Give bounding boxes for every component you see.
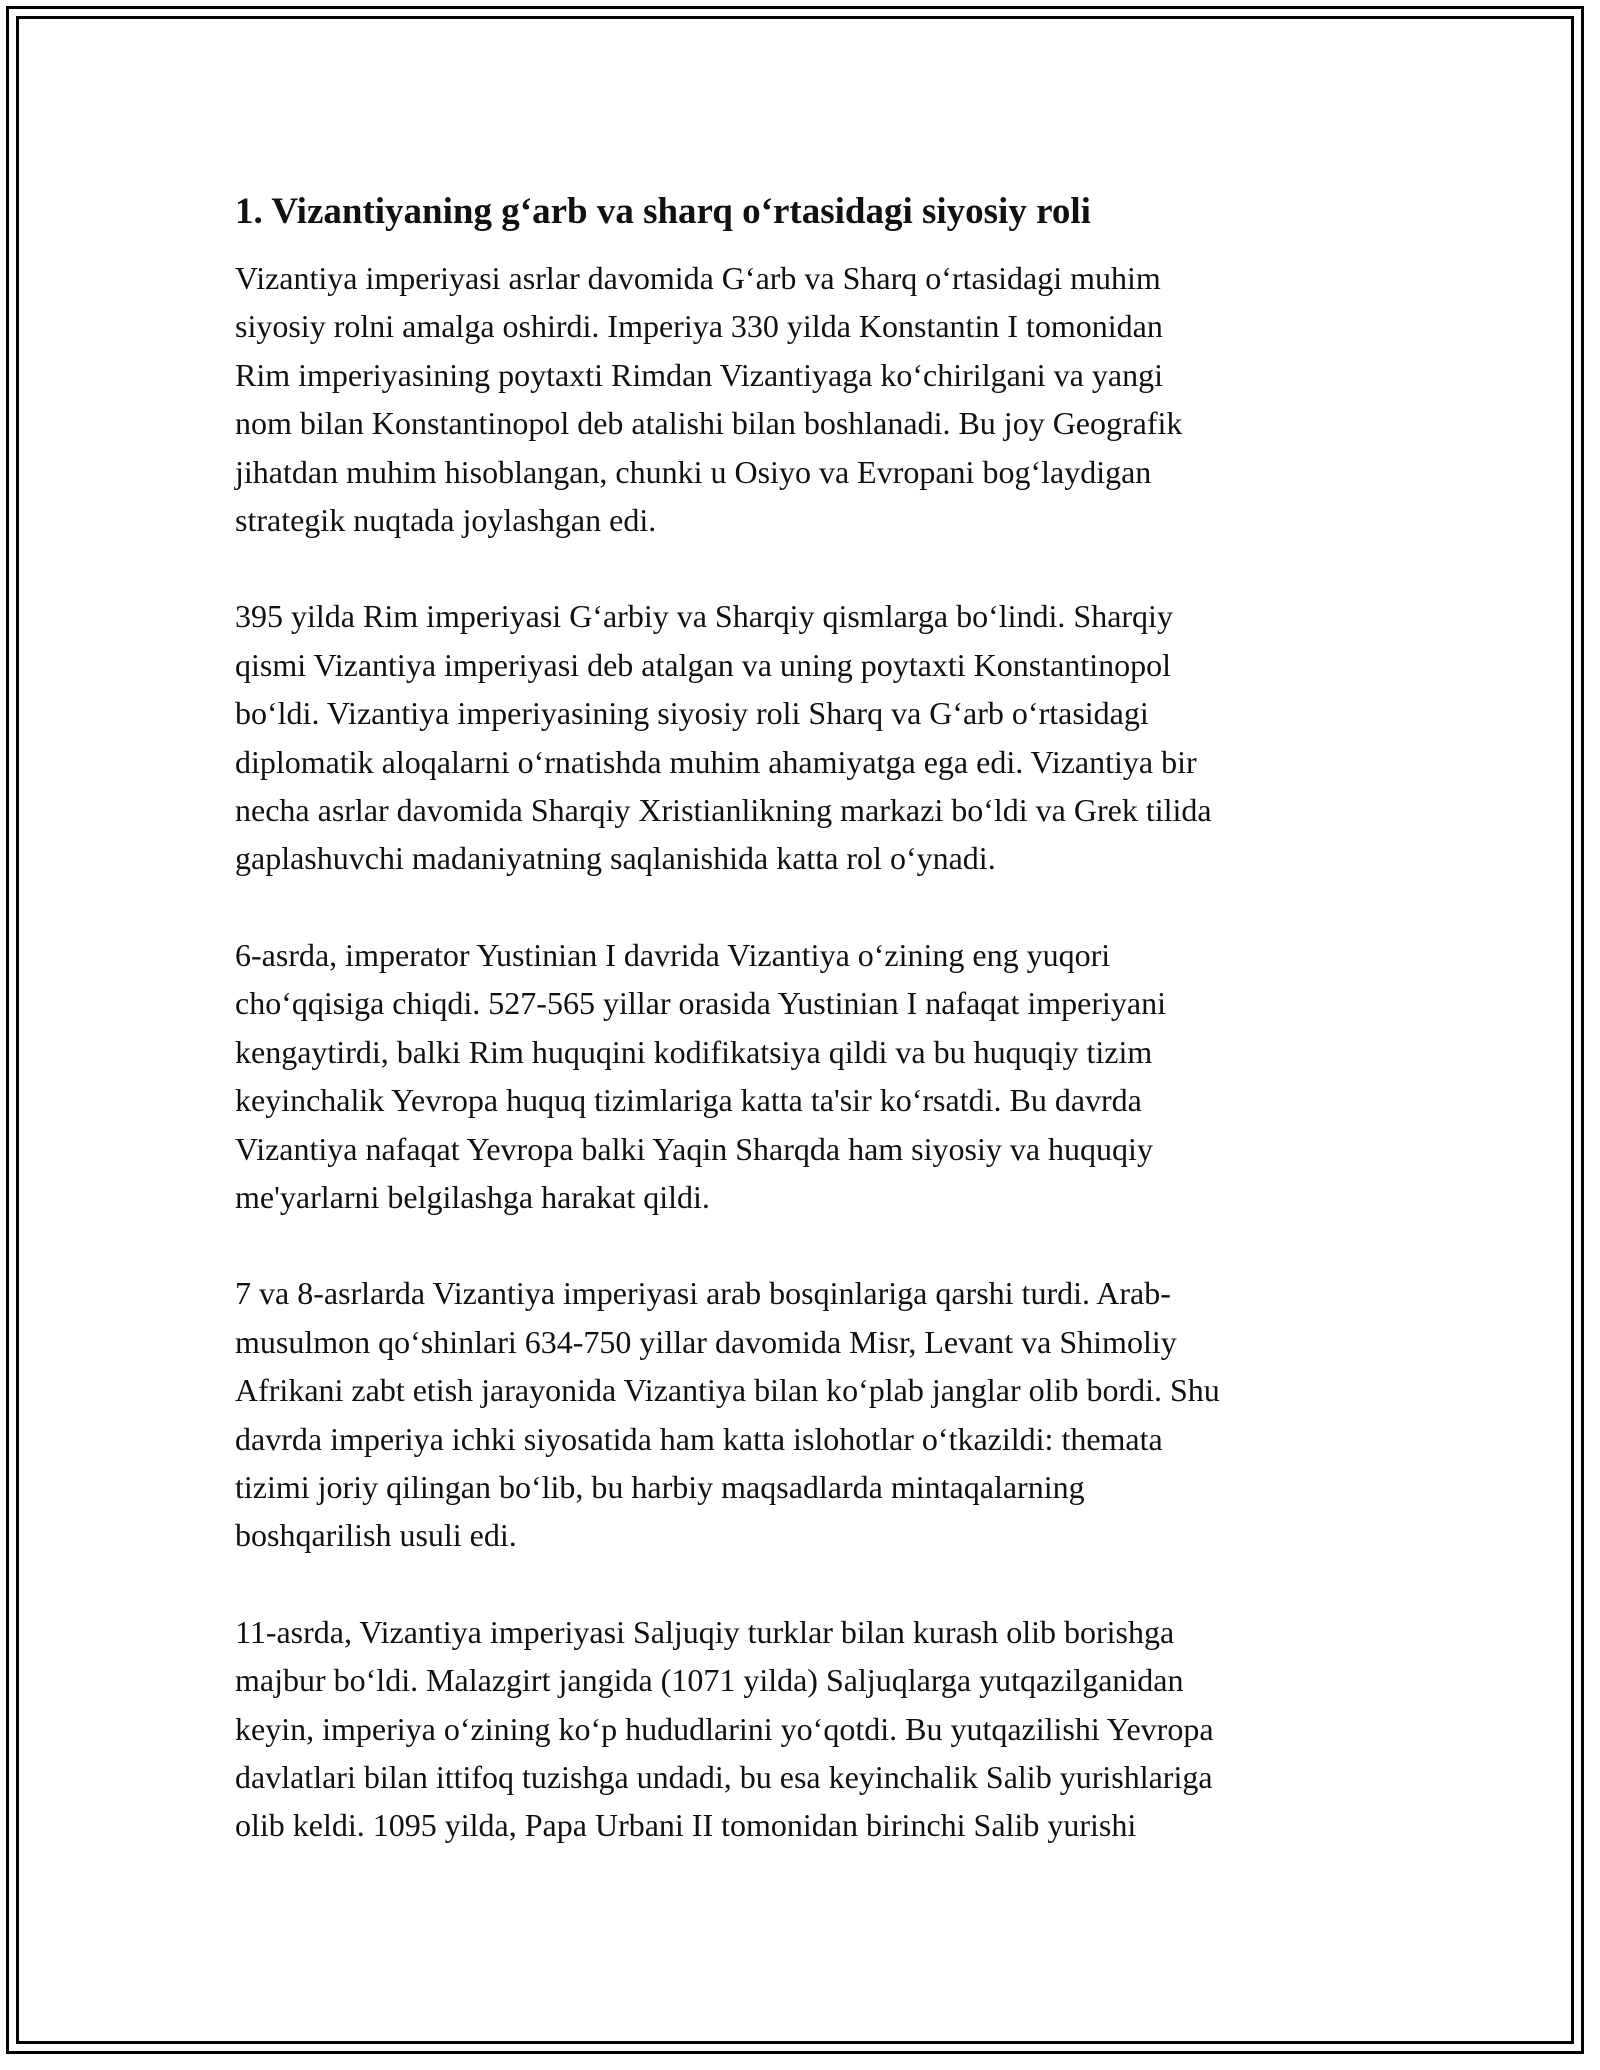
text-line: majbur bo‘ldi. Malazgirt jangida (1071 yilda) Saljuqlarga yutqazilganidan	[235, 1662, 1184, 1699]
paragraph-5	[235, 1608, 1385, 1850]
text-line: siyosiy rolni amalga oshirdi. Imperiya 330 yilda Konstantin I tomonidan	[235, 308, 1163, 345]
text-line: gaplashuvchi madaniyatning saqlanishida katta rol o‘ynadi.	[235, 840, 996, 877]
text-line: keyinchalik Yevropa huquq tizimlariga katta ta'sir ko‘rsatdi. Bu davrda	[235, 1082, 1142, 1119]
text-line: 6-asrda, imperator Yustinian I davrida Vizantiya o‘zining eng yuqori	[235, 936, 1111, 973]
text-line: cho‘qqisiga chiqdi. 527-565 yillar orasida Yustinian I nafaqat imperiyani	[235, 985, 1167, 1022]
text-line: davrda imperiya ichki siyosatida ham katta islohotlar o‘tkazildi: themata	[235, 1420, 1163, 1457]
text-line: kengaytirdi, balki Rim huquqini kodifikatsiya qildi va bu huquqiy tizim	[235, 1033, 1153, 1070]
text-line: necha asrlar davomida Sharqiy Xristianlikning markazi bo‘ldi va Grek tilida	[235, 792, 1212, 829]
text-line: diplomatik aloqalarni o‘rnatishda muhim ahamiyatga ega edi. Vizantiya bir	[235, 743, 1197, 780]
text-line: davlatlari bilan ittifoq tuzishga undadi, bu esa keyinchalik Salib yurishlariga	[235, 1758, 1213, 1795]
text-line: jihatdan muhim hisoblangan, chunki u Osiyo va Evropani bog‘laydigan	[235, 453, 1152, 490]
text-line: 7 va 8-asrlarda Vizantiya imperiyasi arab bosqinlariga qarshi turdi. Arab-	[235, 1275, 1171, 1312]
text-line: Vizantiya imperiyasi asrlar davomida G‘arb va Sharq o‘rtasidagi muhim	[235, 260, 1161, 296]
text-line: 11-asrda, Vizantiya imperiyasi Saljuqiy turklar bilan kurash olib borishga	[235, 1613, 1175, 1650]
text-line: keyin, imperiya o‘zining ko‘p hududlarini yo‘qotdi. Bu yutqazilishi Yevropa	[235, 1710, 1214, 1747]
paragraph-3	[235, 931, 1385, 1221]
text-line: qismi Vizantiya imperiyasi deb atalgan va uning poytaxti Konstantinopol	[235, 646, 1171, 683]
paragraph-4	[235, 1269, 1385, 1559]
text-line: strategik nuqtada joylashgan edi.	[235, 502, 657, 539]
text-line: me'yarlarni belgilashga harakat qildi.	[235, 1178, 710, 1215]
document-body	[235, 186, 1385, 1850]
paragraph-2	[235, 592, 1385, 882]
text-line: bo‘ldi. Vizantiya imperiyasining siyosiy roli Sharq va G‘arb o‘rtasidagi	[235, 695, 1149, 732]
text-line: musulmon qo‘shinlari 634-750 yillar davomida Misr, Levant va Shimoliy	[235, 1323, 1177, 1360]
section-heading: 1. Vizantiyaning g‘arb va sharq o‘rtasidagi siyosiy roli	[235, 191, 1091, 232]
text-line: tizimi joriy qilingan bo‘lib, bu harbiy maqsadlarda mintaqalarning	[235, 1468, 1085, 1505]
text-line: Afrikani zabt etish jarayonida Vizantiya bilan ko‘plab janglar olib bordi. Shu	[235, 1372, 1220, 1409]
text-line: 395 yilda Rim imperiyasi G‘arbiy va Sharqiy qismlarga bo‘lindi. Sharqiy	[235, 598, 1173, 635]
text-line: Vizantiya nafaqat Yevropa balki Yaqin Sharqda ham siyosiy va huquqiy	[235, 1130, 1153, 1167]
text-line: boshqarilish usuli edi.	[235, 1517, 517, 1554]
text-line: olib keldi. 1095 yilda, Papa Urbani II tomonidan birinchi Salib yurishi	[235, 1807, 1137, 1844]
paragraph-1	[235, 254, 1385, 544]
text-line: nom bilan Konstantinopol deb atalishi bilan boshlanadi. Bu joy Geografik	[235, 405, 1183, 442]
text-line: Rim imperiyasining poytaxti Rimdan Vizantiyaga ko‘chirilgani va yangi	[235, 356, 1163, 393]
